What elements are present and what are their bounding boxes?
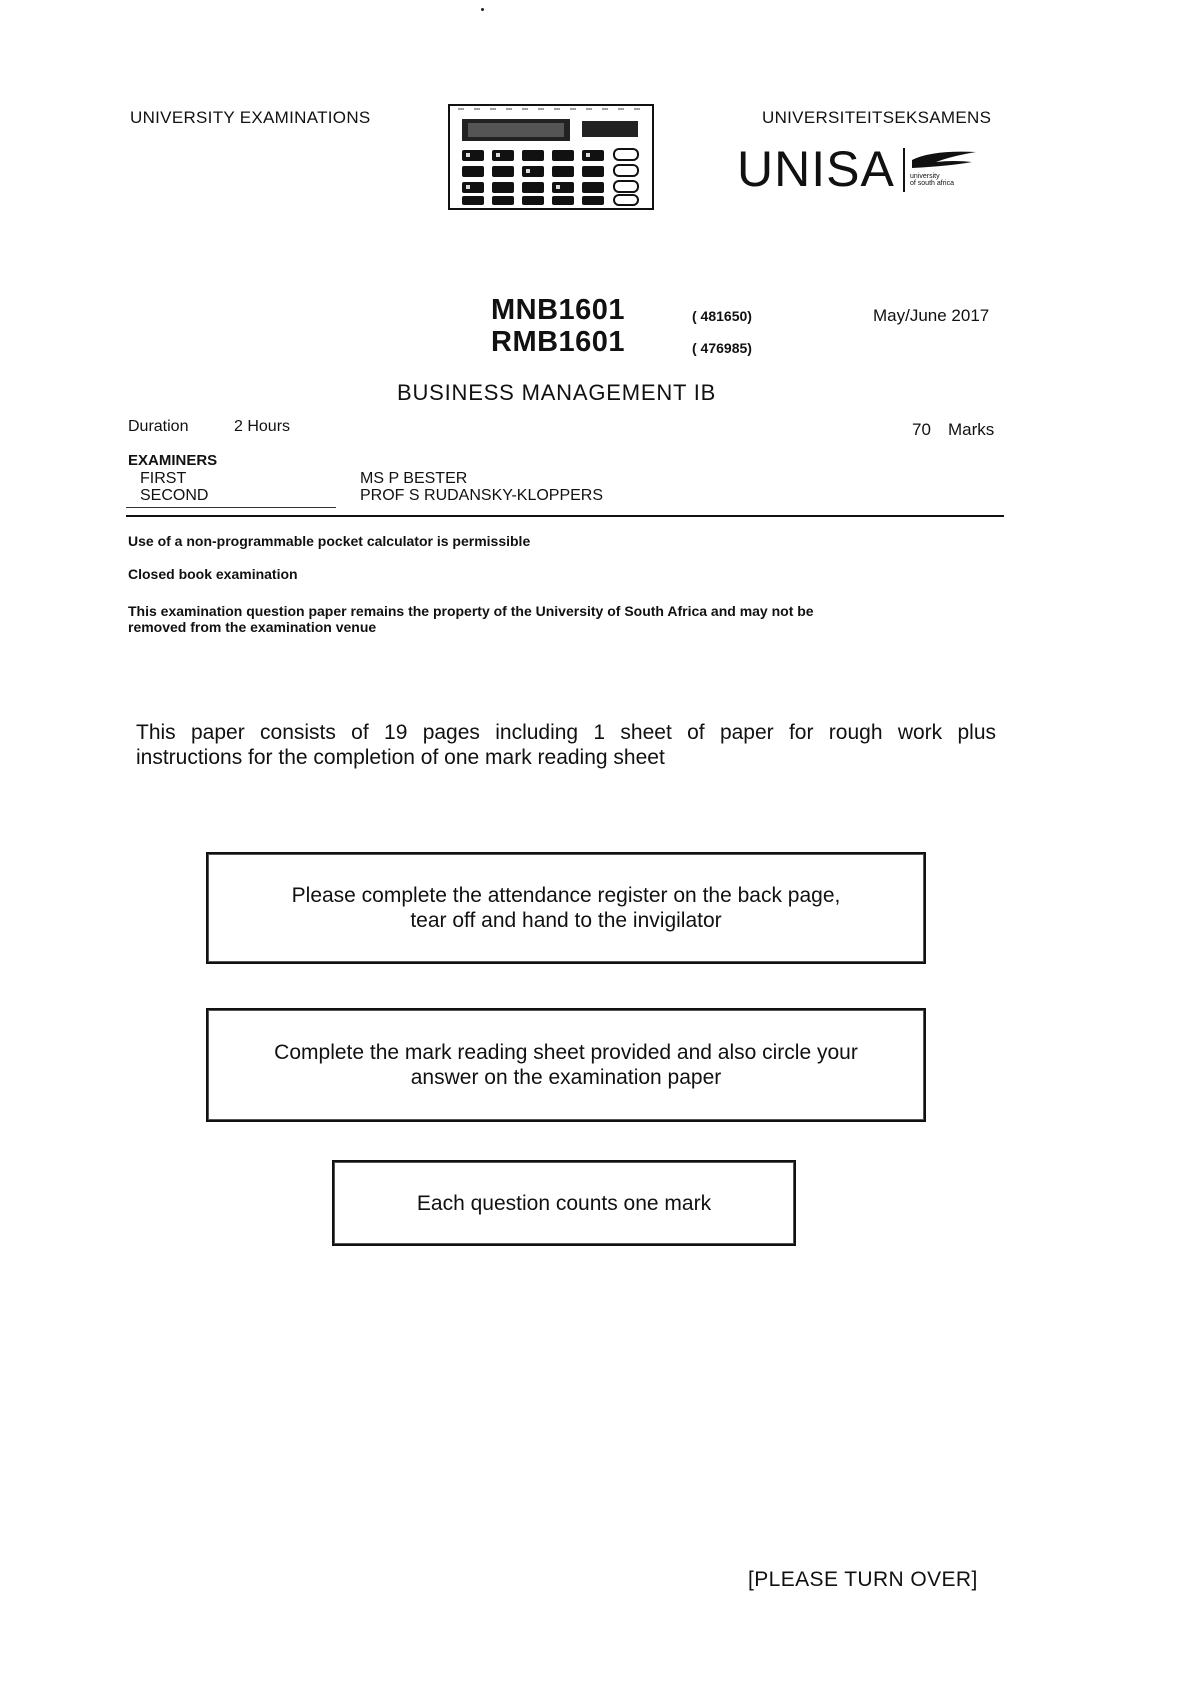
course-code-mnb1601: MNB1601 <box>491 294 626 326</box>
examiner-first-name: MS P BESTER <box>360 470 468 487</box>
duration-label: Duration <box>128 418 189 435</box>
examiners-heading: EXAMINERS <box>128 452 218 469</box>
unisa-logo-mark <box>902 146 982 196</box>
exam-session: May/June 2017 <box>873 306 990 325</box>
course-id-1: ( 481650) <box>692 308 752 324</box>
examiner-first-label: FIRST <box>140 470 187 487</box>
examiner-second-label: SECOND <box>140 487 209 504</box>
course-code-rmb1601: RMB1601 <box>491 326 626 358</box>
course-title: BUSINESS MANAGEMENT IB <box>397 380 717 405</box>
please-turn-over: [PLEASE TURN OVER] <box>748 1568 978 1591</box>
each-question-text: Each question counts one mark <box>416 1191 712 1215</box>
attendance-line1: Please complete the attendance register on the back page, <box>291 884 841 907</box>
mark-reading-line2: answer on the examination paper <box>410 1066 722 1089</box>
duration-value: 2 Hours <box>234 418 291 435</box>
paper-intro-line1: This paper consists of 19 pages including 1 sheet of paper for rough work plus <box>136 721 996 744</box>
course-id-2: ( 476985) <box>692 340 752 356</box>
header-university-examinations: UNIVERSITY EXAMINATIONS <box>130 108 371 127</box>
attendance-line2: tear off and hand to the invigilator <box>410 909 722 932</box>
paper-intro-line2: instructions for the completion of one mark reading sheet <box>136 746 665 769</box>
examiners-underline <box>126 507 336 508</box>
examiner-second-name: PROF S RUDANSKY-KLOPPERS <box>360 487 604 504</box>
property-note-line1: This examination question paper remains the property of the University of South Africa and may not be <box>128 603 814 619</box>
header-universiteitseksamens: UNIVERSITEITSEKSAMENS <box>762 108 992 127</box>
mark-reading-line1: Complete the mark reading sheet provided and also circle your <box>274 1041 858 1064</box>
calculator-icon <box>448 104 654 210</box>
calculator-note: Use of a non-programmable pocket calculator is permissible <box>128 533 531 549</box>
scan-speck <box>481 8 484 11</box>
unisa-logo-sub-line1: university <box>910 173 940 180</box>
unisa-logo-text: UNISA <box>737 141 895 197</box>
unisa-logo-sub-line2: of south africa <box>910 180 954 187</box>
header-divider <box>126 515 1004 517</box>
marks-value: 70 <box>912 420 931 439</box>
each-question-box <box>332 1160 796 1246</box>
attendance-register-box <box>206 852 926 964</box>
marks-label: Marks <box>948 420 995 439</box>
paper-intro <box>136 720 996 770</box>
closed-book-note: Closed book examination <box>128 566 298 582</box>
property-note-line2: removed from the examination venue <box>128 619 377 635</box>
mark-reading-sheet-box <box>206 1008 926 1122</box>
unisa-logo-subtext <box>910 173 954 187</box>
